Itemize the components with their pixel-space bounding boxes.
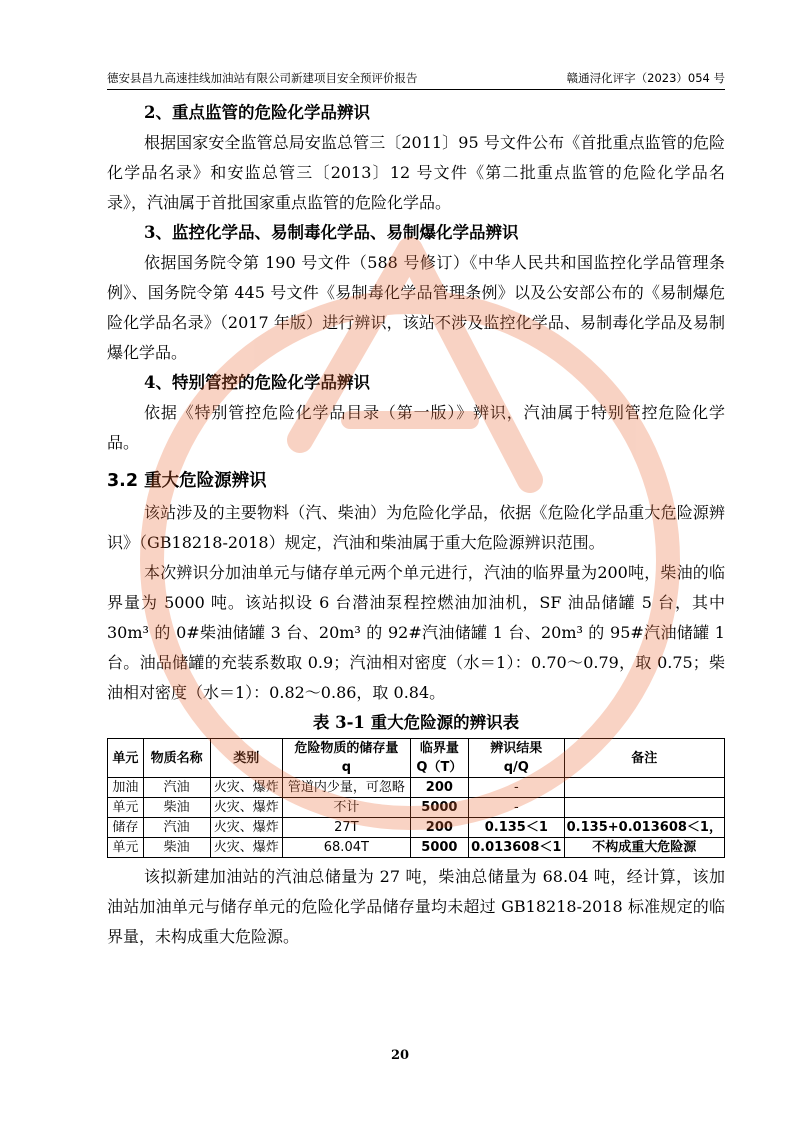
cell-critical: 5000 (410, 798, 468, 818)
th-critical (410, 739, 468, 778)
th-critical-line2: Q（T） (416, 760, 463, 775)
table-row (108, 838, 725, 858)
cell-note (564, 798, 724, 818)
th-storage (282, 739, 410, 778)
cell-category: 火灾、爆炸 (210, 818, 282, 838)
table-header-row (108, 739, 725, 778)
cell-result: - (468, 778, 564, 798)
cell-result: 0.013608＜1 (468, 838, 564, 858)
heading-controlled-chemicals: 3、监控化学品、易制毒化学品、易制爆化学品辨识 (144, 223, 519, 242)
cell-unit: 单元 (108, 838, 144, 858)
page-header (107, 68, 725, 90)
table-row (108, 818, 725, 838)
heading-special-control: 4、特别管控的危险化学品辨识 (144, 373, 370, 392)
table-caption: 表 3-1 重大危险源的辨识表 (312, 713, 520, 732)
cell-unit: 单元 (108, 798, 144, 818)
table-row (108, 778, 725, 798)
paragraph-conclusion: 该拟新建加油站的汽油总储量为 27 吨，柴油总储量为 68.04 吨，经计算，该加油站加油单元与储存单元的危险化学品储存量均未超过 GB18218-2018 标准规定的临界量，未构成重大危险源。 (107, 867, 725, 946)
section-title-major-hazard: 3.2 重大危险源辨识 (107, 471, 267, 491)
cell-note: 0.135+0.013608＜1， (564, 818, 724, 838)
cell-storage: 68.04T (282, 838, 410, 858)
header-right-code: 赣通浔化评字（2023）054 号 (566, 71, 725, 85)
cell-note: 不构成重大危险源 (564, 838, 724, 858)
cell-material: 汽油 (143, 818, 210, 838)
cell-category: 火灾、爆炸 (210, 778, 282, 798)
cell-critical: 200 (410, 818, 468, 838)
th-storage-line2: q (341, 760, 352, 775)
cell-category: 火灾、爆炸 (210, 798, 282, 818)
cell-storage: 管道内少量，可忽略 (282, 778, 410, 798)
paragraph-major-hazard-scope: 该站涉及的主要物料（汽、柴油）为危险化学品，依据《危险化学品重大危险源辨识》（GB18218-2018）规定，汽油和柴油属于重大危险源辨识范围。 (107, 503, 725, 552)
cell-material: 柴油 (143, 798, 210, 818)
cell-material: 汽油 (143, 778, 210, 798)
cell-unit: 加油 (108, 778, 144, 798)
cell-critical: 5000 (410, 838, 468, 858)
th-material: 物质名称 (143, 739, 210, 778)
page-number: 20 (390, 1048, 410, 1063)
cell-storage: 27T (282, 818, 410, 838)
cell-category: 火灾、爆炸 (210, 838, 282, 858)
cell-critical: 200 (410, 778, 468, 798)
cell-storage: 不计 (282, 798, 410, 818)
heading-key-supervised: 2、重点监管的危险化学品辨识 (144, 103, 370, 122)
th-storage-line1: 危险物质的储存量 (294, 741, 399, 756)
hazard-identification-table (107, 738, 725, 858)
page-content (107, 98, 725, 952)
table-row (108, 798, 725, 818)
header-left-title: 德安县昌九高速挂线加油站有限公司新建项目安全预评价报告 (107, 71, 418, 85)
paragraph-key-supervised: 根据国家安全监管总局安监总管三〔2011〕95 号文件公布《首批重点监管的危险化学品名录》和安监总管三〔2013〕12 号文件《第二批重点监管的危险化学品名录》，汽油属于首批国家重点监管的危险化学品。 (107, 133, 725, 212)
th-result-line1: 辨识结果 (490, 741, 543, 756)
paragraph-controlled-chemicals: 依据国务院令第 190 号文件（588 号修订）《中华人民共和国监控化学品管理条例》、国务院令第 445 号文件《易制毒化学品管理条例》以及公安部公布的《易制爆危险化学品名录》（2017 年版）进行辨识，该站不涉及监控化学品、易制毒化学品及易制爆化学品。 (107, 253, 725, 362)
th-unit: 单元 (108, 739, 144, 778)
cell-material: 柴油 (143, 838, 210, 858)
cell-unit: 储存 (108, 818, 144, 838)
th-result-line2: q/Q (503, 760, 529, 775)
th-result (468, 739, 564, 778)
paragraph-unit-division: 本次辨识分加油单元与储存单元两个单元进行，汽油的临界量为200吨，柴油的临界量为 5000 吨。该站拟设 6 台潜油泵程控燃油加油机，SF 油品储罐 5 台，其中 30m³ 的 0#柴油储罐 3 台、20m³ 的 92#汽油储罐 1 台、20m³ 的 95#汽油储罐 1 台。油品储罐的充装系数取 0.9；汽油相对密度（水＝1）：0.70～0.79，取 0.75；柴油相对密度（水＝1）：0.82～0.86，取 0.84。 (107, 563, 725, 702)
cell-result: - (468, 798, 564, 818)
th-category: 类别 (210, 739, 282, 778)
paragraph-special-control: 依据《特别管控危险化学品目录（第一版）》辨识，汽油属于特别管控危险化学品。 (107, 403, 725, 452)
th-note: 备注 (564, 739, 724, 778)
th-critical-line1: 临界量 (419, 741, 459, 756)
cell-note (564, 778, 724, 798)
cell-result: 0.135＜1 (468, 818, 564, 838)
